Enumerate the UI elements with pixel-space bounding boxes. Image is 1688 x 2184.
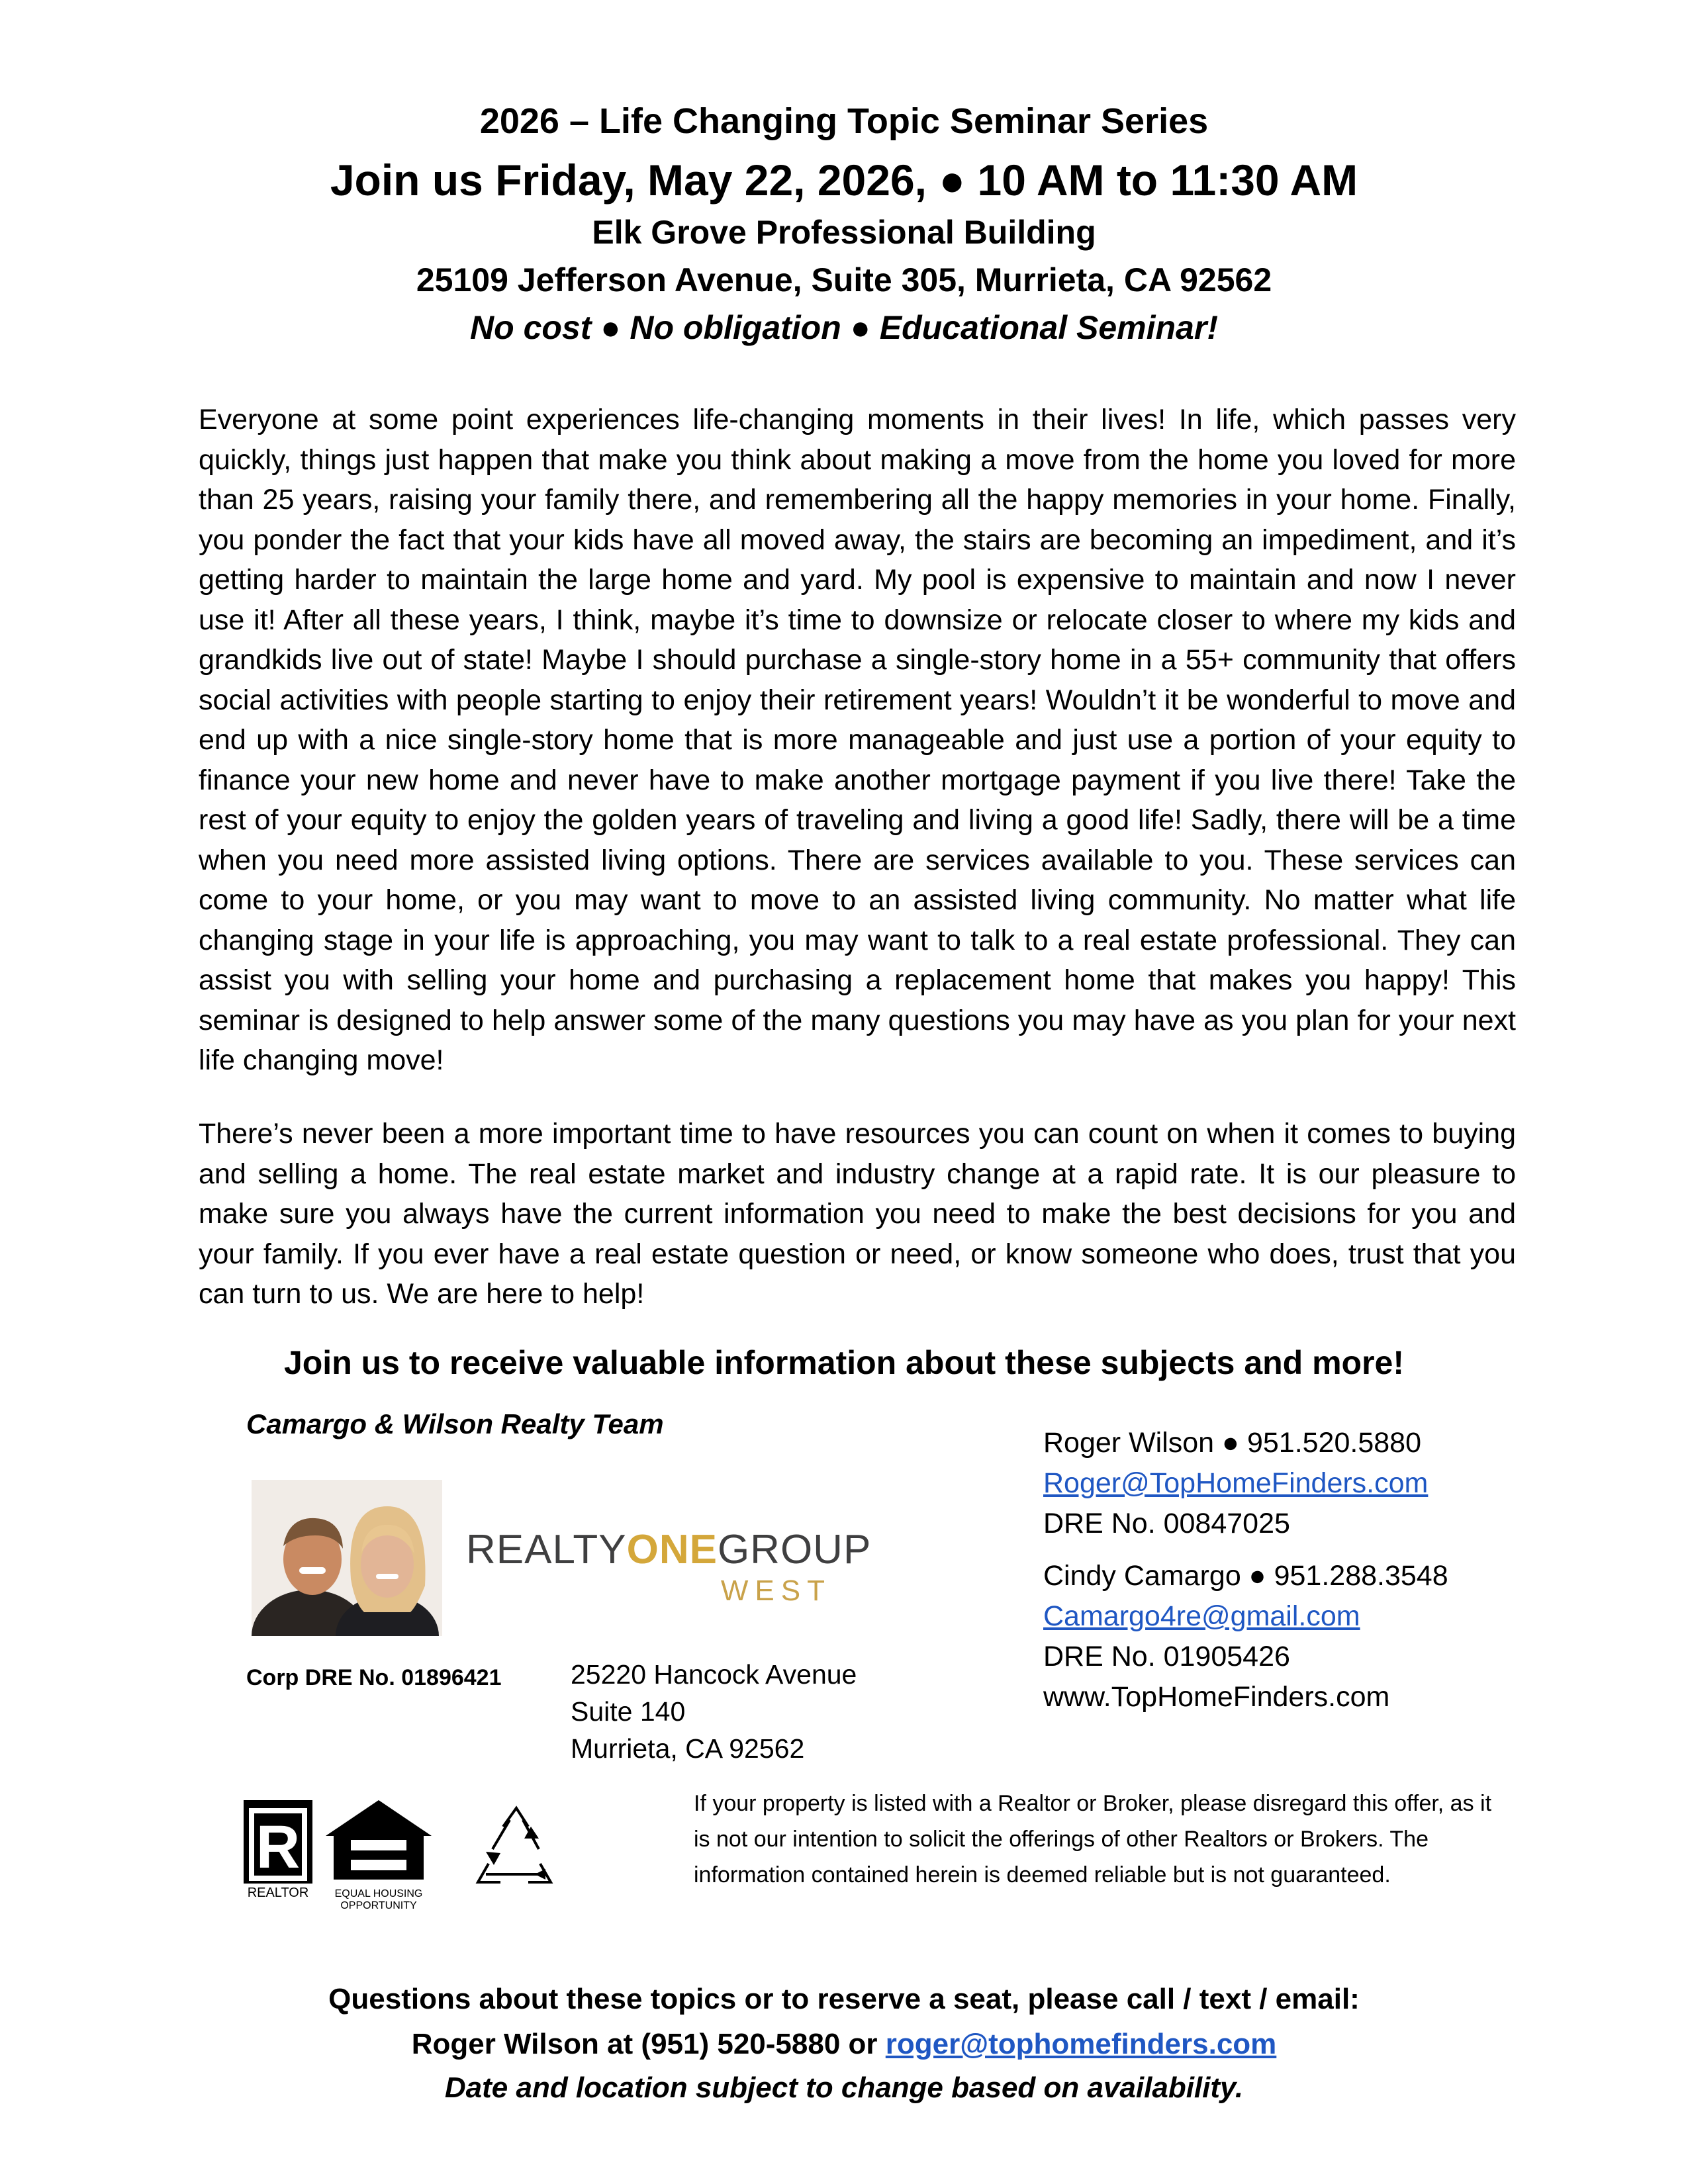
realtor-icon bbox=[244, 1800, 312, 1900]
compliance-logos bbox=[240, 1800, 610, 1933]
event-tagline: No cost ● No obligation ● Educational Seminar! bbox=[470, 309, 1218, 346]
disclaimer-text: If your property is listed with a Realtor or Broker, please disregard this offer, as it is not our intention to solicit the offerings of other Realtors or Brokers. The information contained herein is deemed reliable but is not guaranteed. bbox=[694, 1791, 1492, 1888]
office-address-line2: Suite 140 bbox=[571, 1696, 686, 1727]
compliance-logos-svg bbox=[240, 1800, 610, 1933]
brand-realty: REALTY bbox=[466, 1527, 627, 1572]
questions-line: Questions about these topics or to reserve a seat, please call / text / email: bbox=[328, 1983, 1360, 2015]
website-text: www.TopHomeFinders.com bbox=[1043, 1681, 1390, 1713]
team-name: Camargo & Wilson Realty Team bbox=[246, 1408, 664, 1439]
intro-paragraph: Everyone at some point experiences life-changing moments in their lives! In life, which passes very quickly, things just happen that make you think about making a move from the home you loved for more than 25 years, raising your family there, and remembering all the happy memories in your home. Finally, you ponder the fact that your kids have all moved away, the stairs are becoming an impediment, and it’s getting harder to maintain the large home and yard. My pool is expensive to maintain and now I never use it! After all these years, I think, maybe it’s time to downsize or relocate closer to where my kids and grandkids live out of state! Maybe I should purchase a single-story home in a 55+ community that offers social activities with people starting to enjoy their retirement years! Wouldn’t it be wonderful to move and end up with a nice single-story home that is more manageable and just use a portion of your equity to finance your new home and never have to make another mortgage payment if you live there! Take the rest of your equity to enjoy the golden years of traveling and living a good life! Sadly, there will be a time when you need more assisted living options. There are services available to you. These services can come to your home, or you may want to move to an assisted living community. No matter what life changing stage in your life is approaching, you may want to talk to a real estate professional. They can assist you with selling your home and purchasing a replacement home that makes you happy! This seminar is designed to help answer some of the many questions you may have as you plan for your next life changing move! bbox=[199, 404, 1516, 1076]
contact-line bbox=[0, 2028, 1688, 2061]
venue-name: Elk Grove Professional Building bbox=[592, 214, 1096, 251]
eho-label-2: OPPORTUNITY bbox=[340, 1900, 417, 1911]
realtor-mark: R bbox=[256, 1813, 301, 1881]
roger-dre-number: DRE No. 00847025 bbox=[1043, 1508, 1290, 1539]
availability-note: Date and location subject to change based on availability. bbox=[444, 2071, 1244, 2104]
footer-email-link[interactable]: roger@tophomefinders.com bbox=[885, 2028, 1277, 2060]
series-title: 2026 – Life Changing Topic Seminar Series bbox=[479, 101, 1209, 141]
roger-email-link[interactable]: Roger@TopHomeFinders.com bbox=[1043, 1467, 1429, 1499]
event-date-time: Join us Friday, May 22, 2026, ● 10 AM to 11:30 AM bbox=[330, 156, 1358, 205]
contact-prefix: Roger Wilson at (951) 520-5880 or bbox=[411, 2028, 886, 2060]
office-address bbox=[571, 1656, 857, 1767]
venue-address: 25109 Jefferson Avenue, Suite 305, Murrieta, CA 92562 bbox=[416, 261, 1272, 298]
office-address-line3: Murrieta, CA 92562 bbox=[571, 1733, 805, 1764]
subjects-heading: Join us to receive valuable information about these subjects and more! bbox=[283, 1344, 1405, 1381]
brand-one: ONE bbox=[626, 1527, 718, 1572]
equal-housing-icon bbox=[326, 1800, 432, 1911]
realtor-label: REALTOR bbox=[247, 1886, 309, 1900]
cindy-contact-line: Cindy Camargo ● 951.288.3548 bbox=[1043, 1560, 1448, 1592]
agents-photo-illustration bbox=[252, 1480, 442, 1636]
recycle-icon bbox=[478, 1808, 551, 1882]
brand-group: GROUP bbox=[717, 1527, 872, 1572]
cindy-dre-number: DRE No. 01905426 bbox=[1043, 1641, 1290, 1672]
office-address-line1: 25220 Hancock Avenue bbox=[571, 1659, 857, 1690]
agents-photo bbox=[252, 1480, 442, 1636]
resources-paragraph: There’s never been a more important time to have resources you can count on when it comes to buying and selling a home. The real estate market and industry change at a rapid rate. It is our pleasure to make sure you always have the current information you need to make the best decisions for you and your family. If you ever have a real estate question or need, or know someone who does, trust that you can turn to us. We are here to help! bbox=[199, 1118, 1516, 1310]
realty-one-group-logo bbox=[466, 1526, 872, 1608]
cindy-email-link[interactable]: Camargo4re@gmail.com bbox=[1043, 1600, 1360, 1632]
brand-west: WEST bbox=[720, 1574, 831, 1607]
agent-contacts bbox=[1043, 1423, 1448, 1717]
corp-dre-number: Corp DRE No. 01896421 bbox=[246, 1665, 502, 1690]
roger-contact-line: Roger Wilson ● 951.520.5880 bbox=[1043, 1427, 1421, 1459]
eho-label-1: EQUAL HOUSING bbox=[334, 1888, 423, 1899]
